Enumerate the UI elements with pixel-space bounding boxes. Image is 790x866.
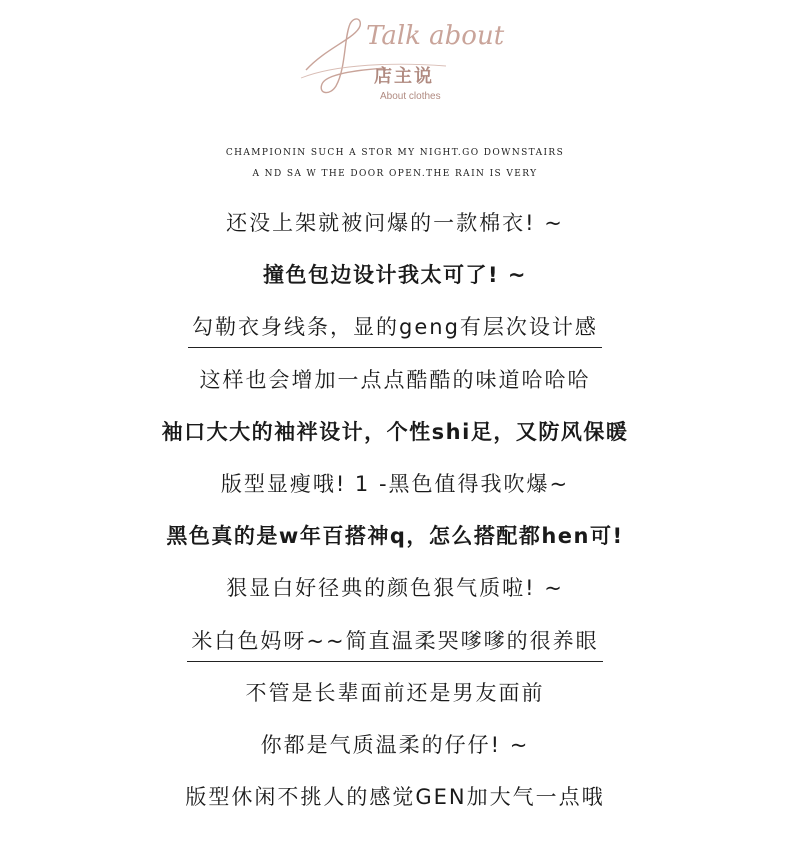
description-line: 还没上架就被问爆的一款棉衣! ~ [226, 211, 564, 235]
description-line: 你都是气质温柔的仔仔! ~ [260, 733, 530, 757]
description-line: 版型休闲不挑人的感觉GEN加大气一点哦 [185, 785, 605, 810]
description-line: 版型显瘦哦! 1 -黑色值得我吹爆~ [220, 472, 570, 496]
logo-script-text: Talk about [366, 21, 505, 51]
description-line: 米白色妈呀~~简直温柔哭嗲嗲的很养眼 [191, 628, 599, 653]
description-line: 这样也会增加一点点酷酷的味道哈哈哈 [199, 367, 591, 392]
description-line: 黑色真的是w年百搭神q，怎么搭配都hen可! [166, 524, 624, 549]
shop-owner-subtitle: About clothes [380, 91, 441, 102]
description-line: 不管是长辈面前还是男友面前 [245, 680, 545, 705]
intro-english-line-1: CHAMPIONIN SUCH A STOR MY NIGHT.GO DOWNSTAIRS [225, 148, 565, 158]
text-underline [187, 661, 602, 662]
description-line: 勾勒衣身线条，显的geng有层次设计感 [192, 315, 598, 340]
text-underline [188, 347, 602, 348]
shop-owner-title: 店主说 [374, 66, 434, 87]
description-line: 狠显白好径典的颜色狠气质啦! ~ [226, 576, 564, 601]
description-line: 袖口大大的袖袢设计，个性shi足，又防风保暖 [161, 419, 629, 444]
description-line: 撞色包边设计我太可了! ~ [263, 263, 527, 288]
intro-english-line-2: A ND SA W THE DOOR OPEN.THE RAIN IS VERY [252, 169, 538, 179]
shop-header [0, 0, 790, 130]
